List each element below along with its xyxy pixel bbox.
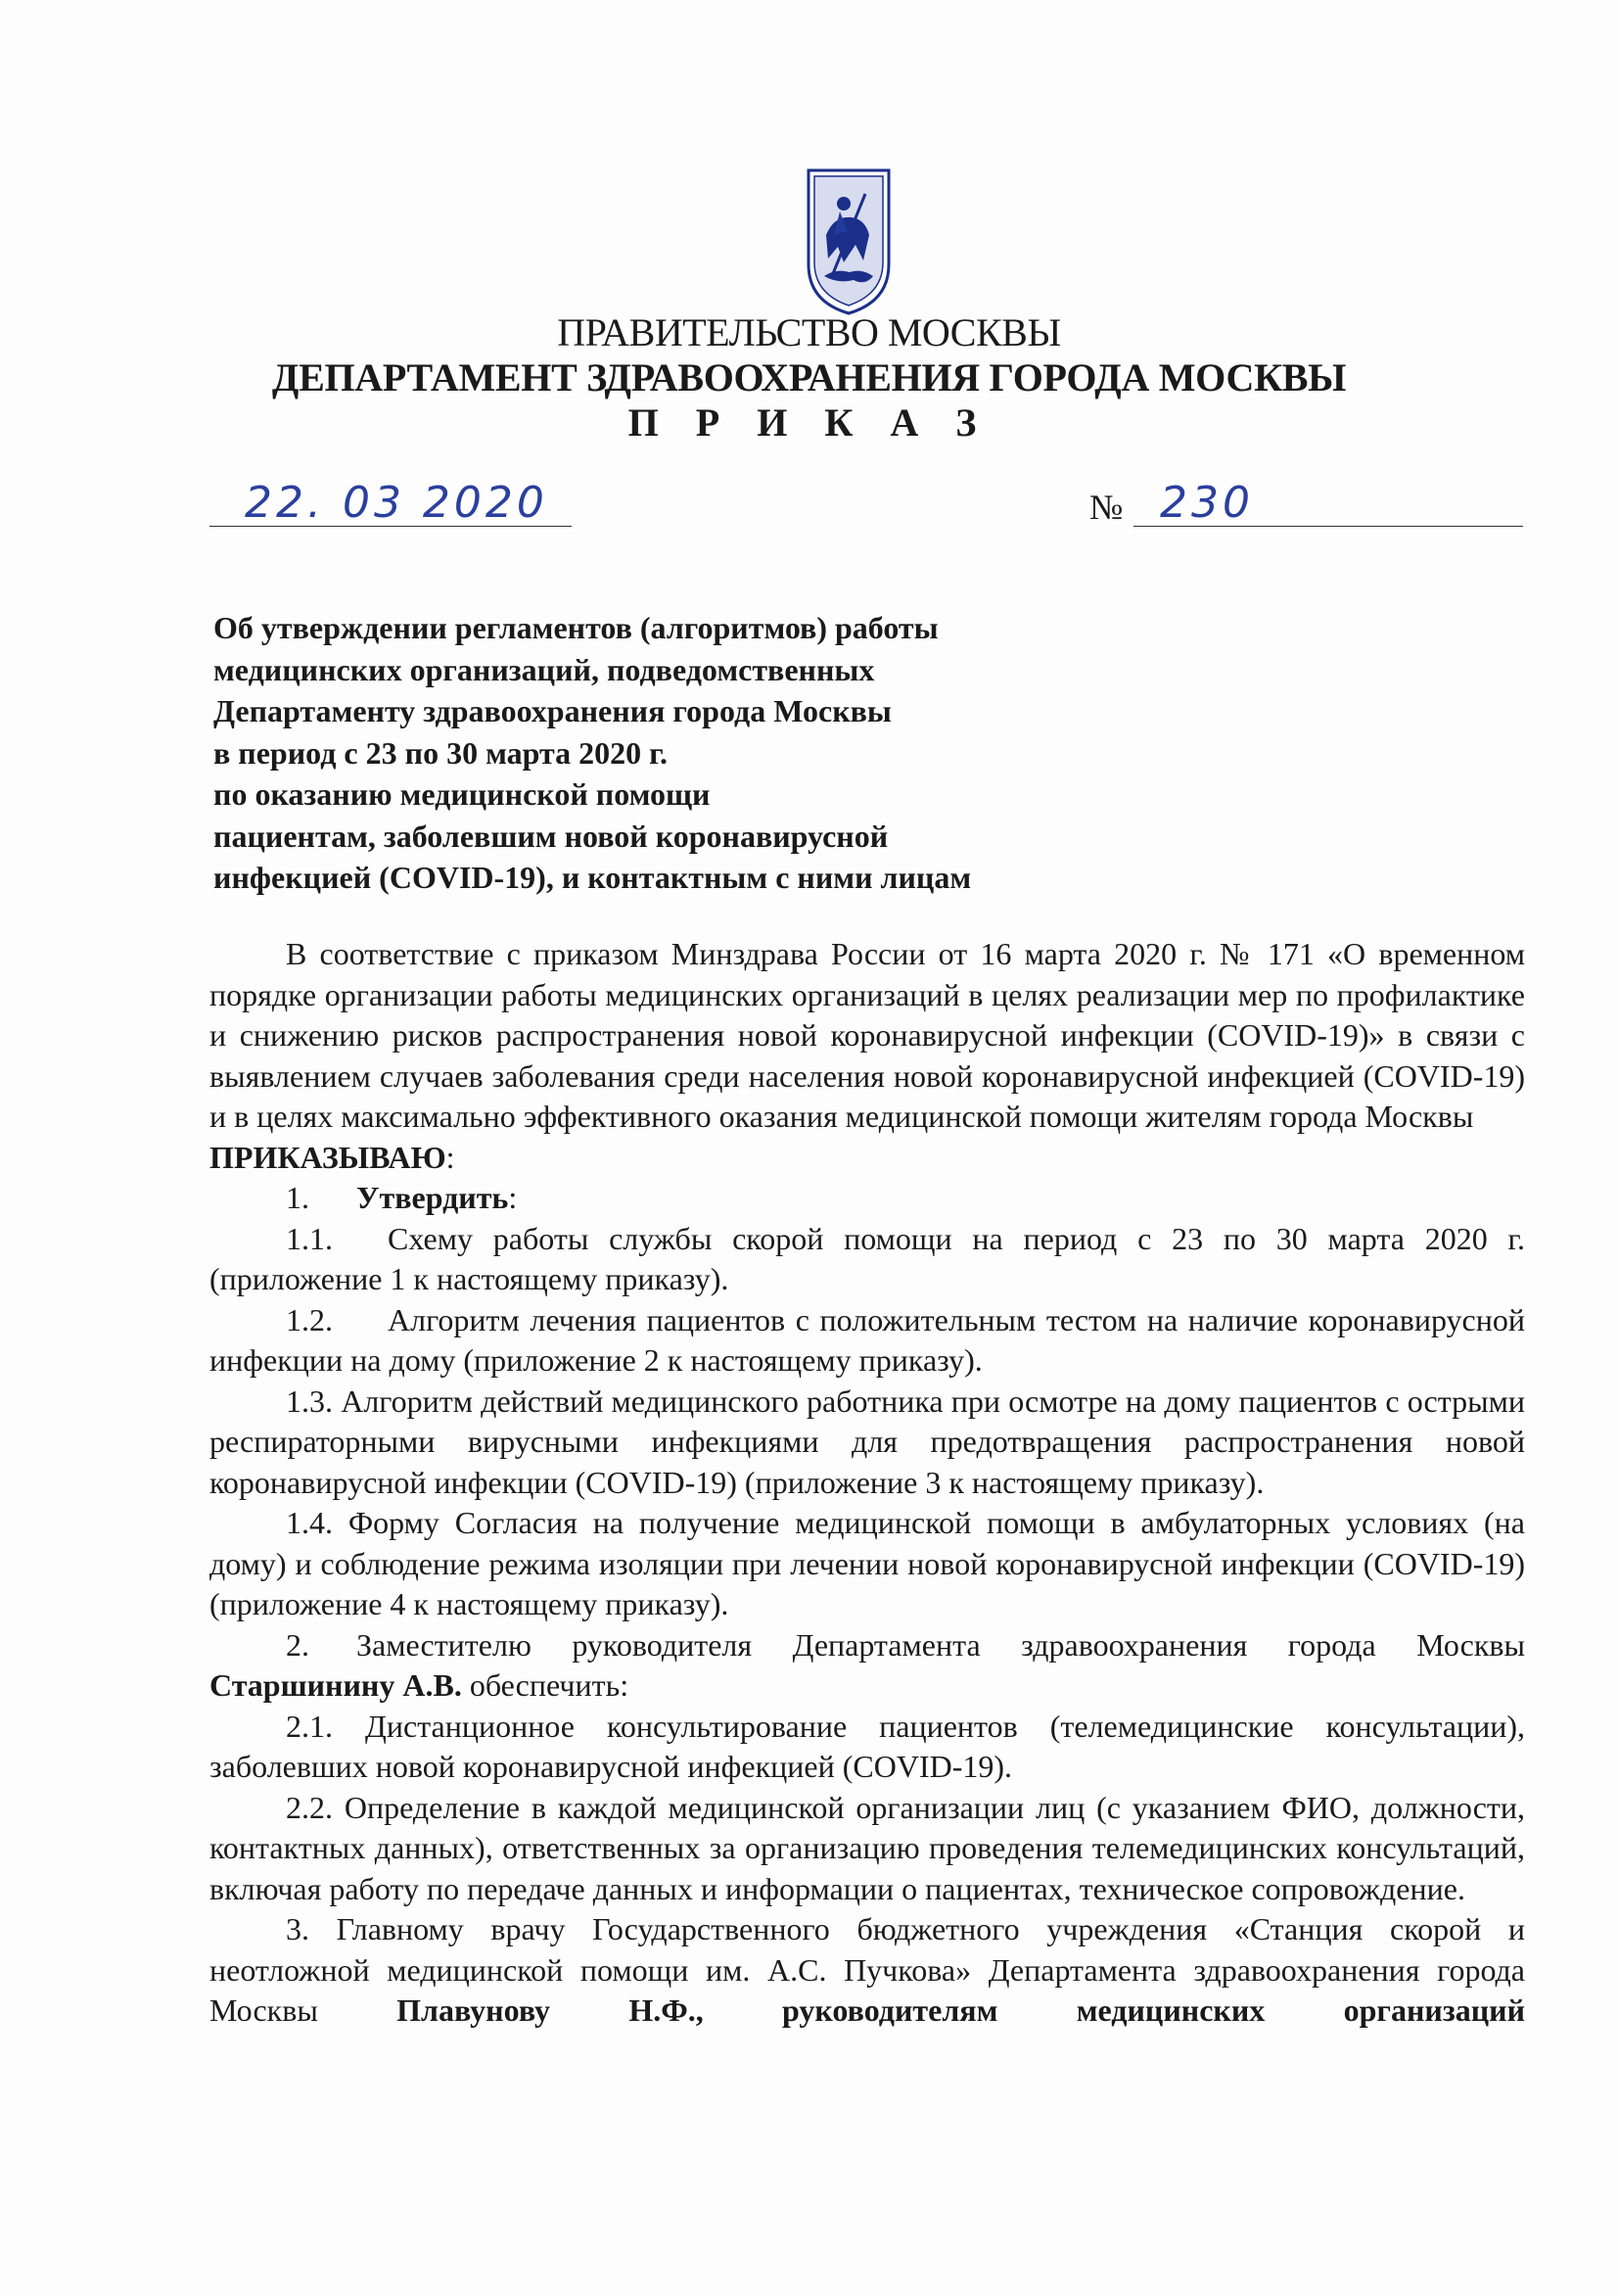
item-3 — [209, 1909, 1525, 2032]
item-1-colon: : — [508, 1180, 518, 1215]
department-title: ДЕПАРТАМЕНТ ЗДРАВООХРАНЕНИЯ ГОРОДА МОСКВЫ — [271, 355, 1347, 399]
item-2-1: 2.1. Дистанционное консультирование пациентов (телемедицинские консультации), заболевших новой коронавирусной инфекцией (COVID-19). — [209, 1708, 1525, 1784]
item-1-4: 1.4. Форму Согласия на получение медицинской помощи в амбулаторных условиях (на дому) и соблюдение режима изоляции при лечении новой коронавирусной инфекции (COVID-19) (приложение 4 к настоящему приказу). — [209, 1505, 1525, 1621]
item-1-3: 1.3. Алгоритм действий медицинского работника при осмотре на дому пациентов с острыми респираторными вирусными инфекциями для предотвращения распространения новой коронавирусной инфекции (COVID-19) (приложение 3 к настоящему приказу). — [209, 1382, 1525, 1500]
item-1-number: 1. — [286, 1180, 309, 1215]
number-sign: № — [1089, 488, 1124, 527]
item-1-1-number: 1.1. — [286, 1220, 333, 1256]
item-2-tail: обеспечить: — [469, 1667, 629, 1703]
subject-line: пациентам, заболевшим новой коронавирусной — [213, 818, 889, 854]
item-2 — [209, 1625, 1525, 1707]
item-1-bold: Утвердить — [356, 1180, 509, 1215]
order-date-handwritten: 22. 03 2020 — [245, 478, 548, 528]
subject-line: в период с 23 по 30 марта 2020 г. — [213, 734, 669, 771]
item-3-text: 3. Главному врачу Государственного бюджетного учреждения «Станция скорой и неотложной медицинской помощи им. А.С. Пучкова» Департамента здравоохранения города Москвы — [209, 1911, 1525, 2028]
subject-line: по оказанию медицинской помощи — [213, 776, 711, 812]
preamble-paragraph — [209, 934, 1525, 1178]
order-word: ПРИКАЗЫВАЮ — [209, 1139, 446, 1175]
item-2-2: 2.2. Определение в каждой медицинской организации лиц (с указанием ФИО, должности, контактных данных), ответственных за организацию проведения телемедицинских консультаций, включая работу по передаче данных и информации о пациентах, техническое сопровождение. — [209, 1789, 1525, 1906]
item-2-bold-name: Старшинину А.В. — [209, 1667, 462, 1703]
item-2-text: Заместителю руководителя Департамента здравоохранения города Москвы — [356, 1626, 1525, 1663]
item-1-1-text: Схему работы службы скорой помощи на период с 23 по 30 марта 2020 г. (приложение 1 к настоящему приказу). — [209, 1220, 1525, 1296]
item-1-1 — [209, 1219, 1525, 1300]
item-1-2-number: 1.2. — [286, 1301, 333, 1337]
moscow-coat-of-arms-emblem — [805, 166, 893, 315]
subject-line: инфекцией (COVID-19), и контактным с ними лицам — [213, 860, 972, 895]
subject-line: медицинских организаций, подведомственных — [213, 651, 875, 687]
item-1 — [209, 1178, 1525, 1219]
order-number-handwritten: 230 — [1160, 478, 1254, 528]
order-word-colon: : — [445, 1139, 455, 1175]
subject-line: Об утверждении регламентов (алгоритмов) работы — [213, 610, 939, 645]
date-underline — [209, 526, 572, 527]
item-1-2-text: Алгоритм лечения пациентов с положительным тестом на наличие коронавирусной инфекции на дому (приложение 2 к настоящему приказу). — [209, 1301, 1525, 1378]
item-2-number: 2. — [286, 1626, 309, 1663]
order-subject — [213, 607, 971, 899]
number-underline — [1133, 526, 1523, 527]
item-1-2 — [209, 1300, 1525, 1382]
government-title: ПРАВИТЕЛЬСТВО МОСКВЫ — [557, 310, 1061, 354]
subject-line: Департаменту здравоохранения города Москвы — [213, 693, 892, 728]
item-3-bold: Плавунову Н.Ф., руководителям медицинских организаций — [396, 1992, 1525, 2028]
order-body — [209, 934, 1525, 2032]
document-type-title: П Р И К А З — [627, 400, 991, 445]
preamble-text: В соответствие с приказом Минздрава России от 16 марта 2020 г. № 171 «О временном порядке организации работы медицинских организаций в целях реализации мер по профилактике и снижению рисков распространения новой коронавирусной инфекции (COVID-19)» в связи с выявлением случаев заболевания среди населения новой коронавирусной инфекцией (COVID-19) и в целях максимально эффективного оказания медицинской помощи жителям города Москвы — [209, 936, 1525, 1134]
